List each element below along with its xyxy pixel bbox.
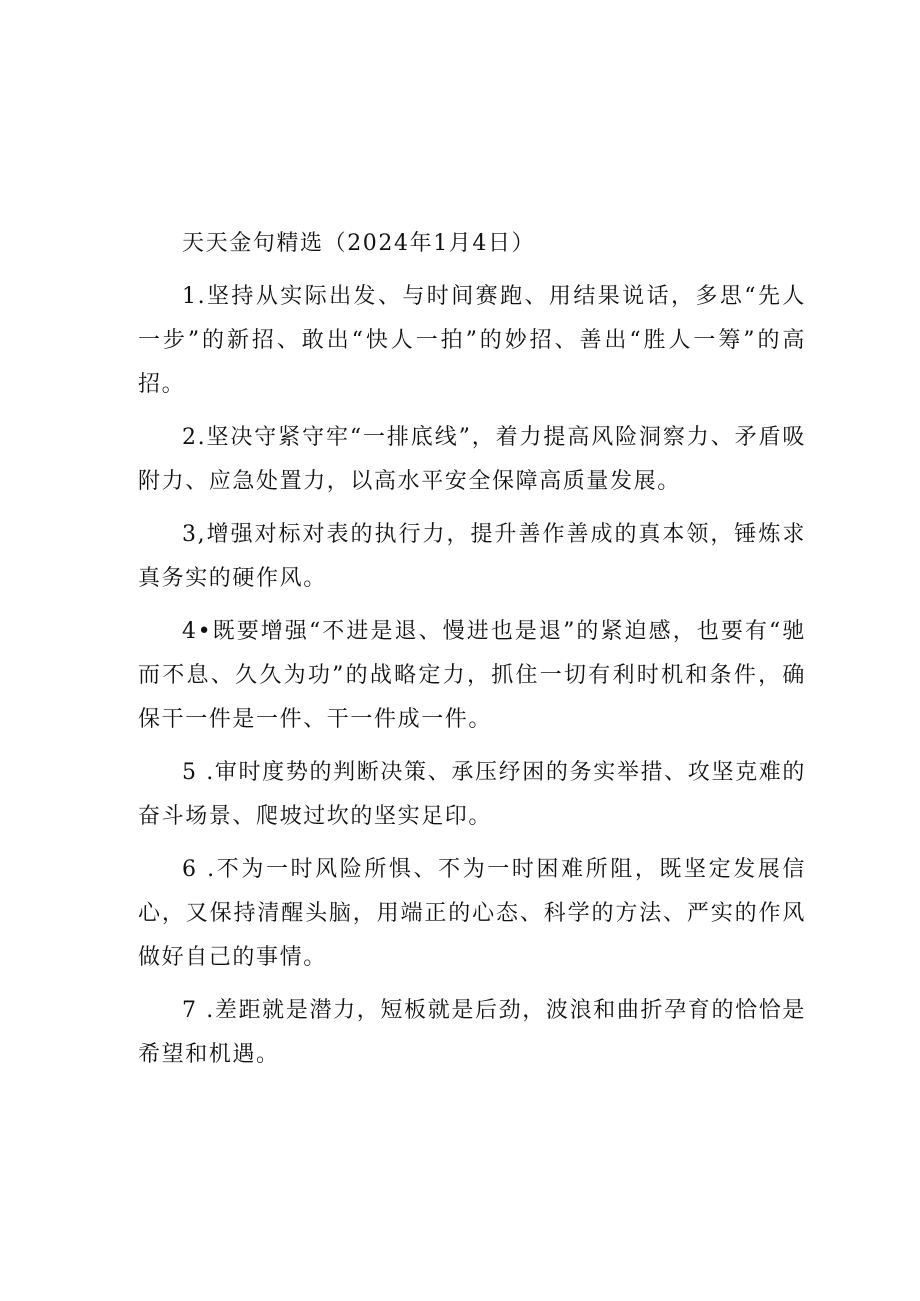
quote-item-1: 1.坚持从实际出发、与时间赛跑、用结果说话，多思“先人一步”的新招、敢出“快人一拍”的妙招、善出“胜人一筹”的高招。 [138, 284, 806, 397]
quote-item-4: 4•既要增强“不进是退、慢进也是退”的紧迫感，也要有“驰而不息、久久为功”的战略定力，抓住一切有利时机和条件，确保干一件是一件、干一件成一件。 [138, 619, 806, 732]
quote-item-3: 3,增强对标对表的执行力，提升善作善成的真本领，锤炼求真务实的硬作风。 [138, 522, 806, 591]
quote-item-7: 7 .差距就是潜力，短板就是后劲，波浪和曲折孕育的恰恰是希望和机遇。 [138, 998, 806, 1067]
quote-item-6: 6 .不为一时风险所惧、不为一时困难所阻，既坚定发展信心，又保持清醒头脑，用端正的心态、科学的方法、严实的作风做好自己的事情。 [138, 857, 806, 970]
quote-item-2: 2.坚决守紧守牢“一排底线”，着力提高风险洞察力、矛盾吸附力、应急处置力，以高水平安全保障高质量发展。 [138, 425, 806, 494]
document-body [138, 222, 806, 1086]
document-title: 天天金句精选（2024年1月4日） [182, 231, 536, 256]
quote-item-5: 5 .审时度势的判断决策、承压纾困的务实举措、攻坚克难的奋斗场景、爬坡过坎的坚实足印。 [138, 760, 806, 829]
